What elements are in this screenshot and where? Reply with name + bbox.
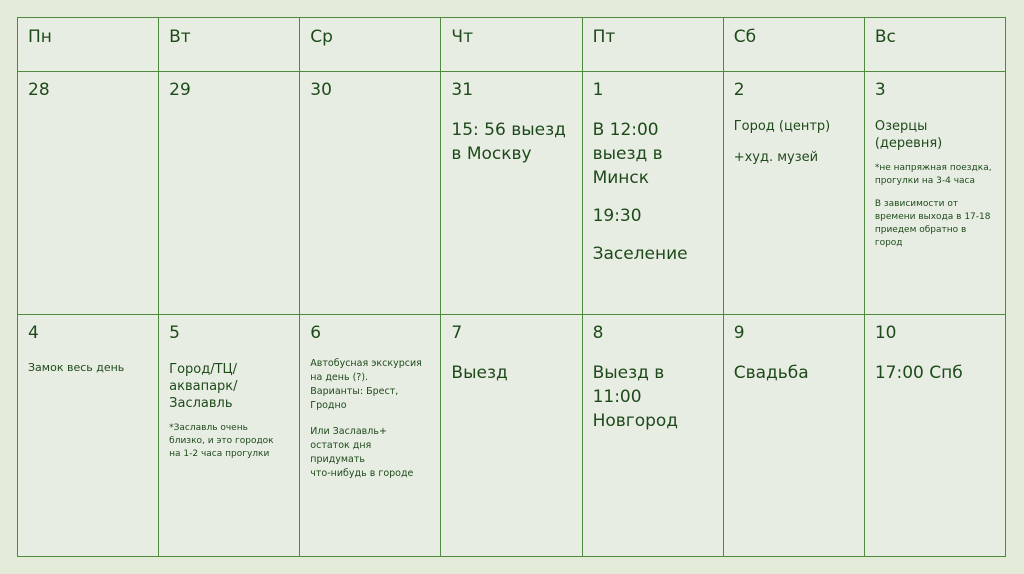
event-note: Или Заславль+ остаток дня придумать что-нибудь в городе <box>310 425 414 479</box>
event-text: +худ. музей <box>733 150 819 166</box>
event-text: В 12:00 выезд в Минск <box>592 120 663 189</box>
day-cell-10 <box>864 314 1005 556</box>
event-text: Заселение <box>592 244 688 265</box>
event-note: Автобусная экскурсия на день (?). Варианты: Брест, Гродно <box>310 357 422 411</box>
day-number: 7 <box>451 322 463 343</box>
day-cell-3 <box>864 72 1005 314</box>
event-text: Город/ТЦ/ аквапарк/ Заславль <box>169 361 238 411</box>
day-number: 28 <box>28 80 50 101</box>
event-time: 19:30 <box>592 206 642 227</box>
weekday-header-mon <box>18 18 159 72</box>
event-note: *Заславль очень близко, и это городок на 1-2 часа прогулки <box>169 422 274 459</box>
weekday-header-tue <box>159 18 300 72</box>
week-row-2 <box>18 314 1006 556</box>
event-text: 17:00 Спб <box>874 362 963 383</box>
day-number: 30 <box>310 80 332 101</box>
day-cell-29 <box>159 72 300 314</box>
day-cell-1 <box>582 72 723 314</box>
day-number: 29 <box>169 80 191 101</box>
event-text: Выезд в 11:00 Новгород <box>592 362 679 431</box>
day-number: 1 <box>592 80 604 101</box>
day-number: 8 <box>592 322 604 343</box>
day-number: 9 <box>733 322 745 343</box>
day-number: 5 <box>169 322 180 343</box>
calendar-table <box>17 17 1006 557</box>
day-number: 31 <box>451 80 474 101</box>
day-cell-28 <box>18 72 159 314</box>
weekday-label: Пт <box>592 27 616 47</box>
week-row-1 <box>18 72 1006 314</box>
event-text: Город (центр) <box>733 119 831 135</box>
day-cell-5 <box>159 314 300 556</box>
weekday-header-fri <box>582 18 723 72</box>
weekday-header-sat <box>723 18 864 72</box>
day-cell-6 <box>300 314 441 556</box>
weekday-label: Сб <box>733 27 757 47</box>
weekday-header-wed <box>300 18 441 72</box>
weekday-label: Вс <box>874 27 896 47</box>
event-text: Выезд <box>451 362 508 383</box>
weekday-header-row <box>18 18 1006 72</box>
weekday-header-thu <box>441 18 582 72</box>
weekday-header-sun <box>864 18 1005 72</box>
day-cell-4 <box>18 314 159 556</box>
day-number: 10 <box>874 322 897 343</box>
day-cell-9 <box>723 314 864 556</box>
day-number: 3 <box>874 80 886 101</box>
day-number: 4 <box>28 322 39 343</box>
day-number: 2 <box>733 80 745 101</box>
event-text: Замок весь день <box>28 360 125 374</box>
day-cell-8 <box>582 314 723 556</box>
event-text: 15: 56 выезд в Москву <box>451 120 566 165</box>
day-cell-30 <box>300 72 441 314</box>
event-note: *не напряжная поездка, прогулки на 3-4 часа <box>874 163 992 187</box>
event-text: Озерцы (деревня) <box>874 119 943 152</box>
day-cell-31 <box>441 72 582 314</box>
day-number: 6 <box>310 322 322 343</box>
event-note: В зависимости от времени выхода в 17-18 приедем обратно в город <box>874 199 991 249</box>
event-text: Свадьба <box>733 362 809 383</box>
weekday-label: Пн <box>28 27 52 47</box>
weekday-label: Вт <box>169 27 191 47</box>
day-cell-2 <box>723 72 864 314</box>
day-cell-7 <box>441 314 582 556</box>
weekday-label: Ср <box>310 27 333 47</box>
weekday-label: Чт <box>451 27 473 47</box>
